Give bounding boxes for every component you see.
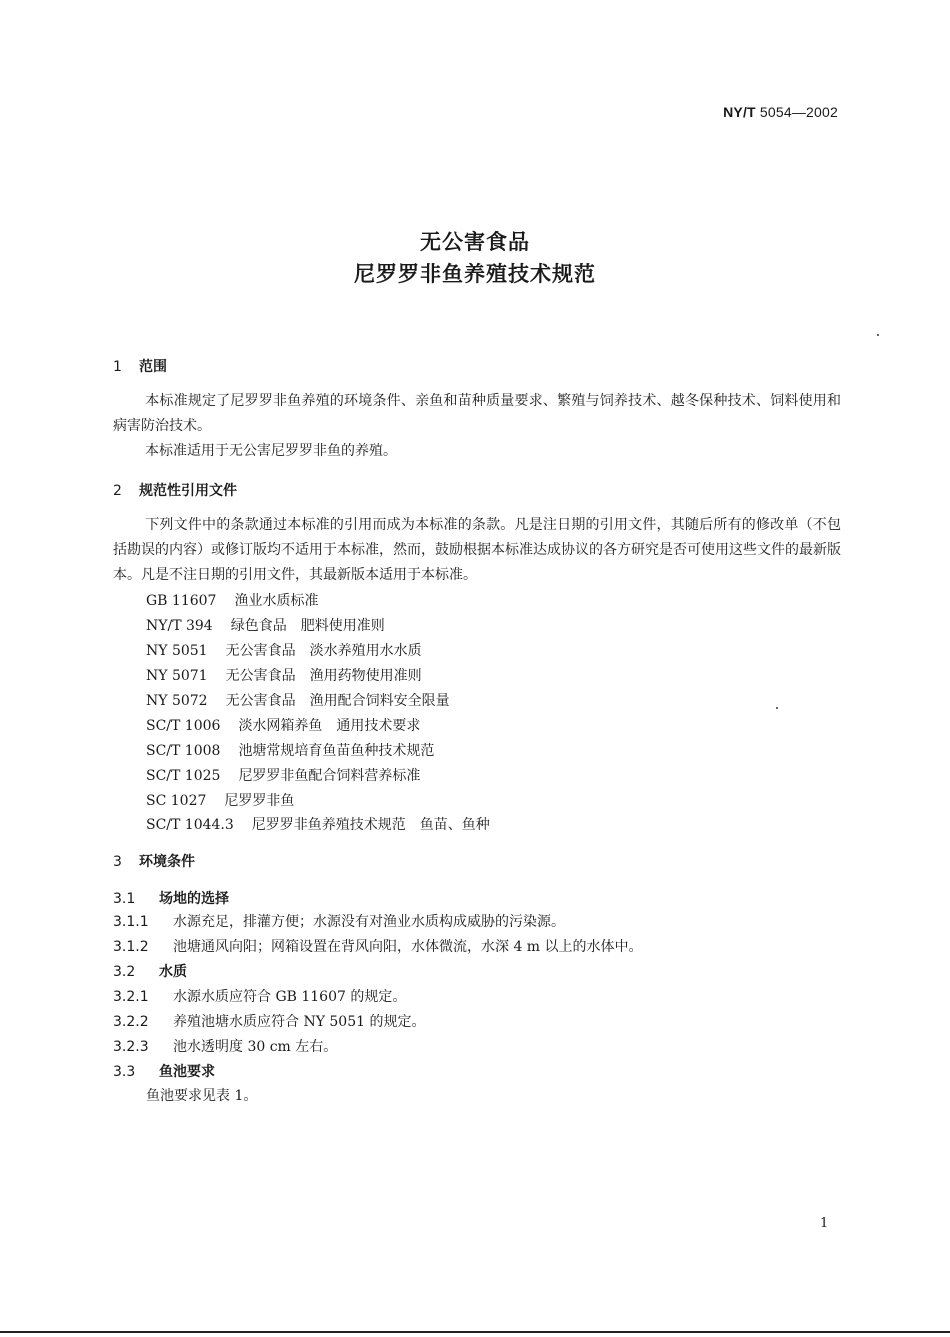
- section-number: 3: [113, 854, 122, 870]
- reference-title: 尼罗罗非鱼配合饲料营养标准: [238, 768, 421, 784]
- subsection-number: 3.1: [113, 891, 136, 907]
- clause-text: 水源充足，排灌方便；水源没有对渔业水质构成威胁的污染源。: [173, 914, 565, 930]
- reference-code: NY 5071: [146, 668, 208, 684]
- clause-3-2-1: [113, 986, 406, 1006]
- paragraph-text: 本标准规定了尼罗罗非鱼养殖的环境条件、亲鱼和苗种质量要求、繁殖与饲养技术、越冬保种技术、饲料使用和病害防治技术。: [113, 393, 841, 434]
- clause-text: 池塘通风向阳；网箱设置在背风向阳，水体微流，水深 4 m 以上的水体中。: [173, 939, 643, 955]
- section-1-heading: [113, 356, 167, 376]
- clause-3-2-2: [113, 1011, 425, 1031]
- reference-code: NY 5051: [146, 643, 208, 659]
- reference-title: 渔业水质标准: [234, 593, 319, 609]
- clause-3-1-1: [113, 911, 565, 931]
- clause-number: 3.1.2: [113, 939, 149, 955]
- reference-code: SC/T 1008: [146, 743, 221, 759]
- subsection-3-3-text: 鱼池要求见表 1。: [146, 1088, 258, 1104]
- section-number: 1: [113, 359, 122, 375]
- reference-code: NY 5072: [146, 693, 208, 709]
- subsection-3-1-heading: [113, 888, 229, 908]
- reference-title: 绿色食品 肥料使用准则: [230, 618, 385, 634]
- section-title: 环境条件: [139, 854, 195, 870]
- scan-bottom-edge: [0, 1331, 950, 1333]
- reference-item: [146, 765, 420, 785]
- page-number: 1: [820, 1216, 829, 1231]
- reference-item: [146, 715, 420, 735]
- reference-title: 无公害食品 淡水养殖用水水质: [225, 643, 422, 659]
- subsection-3-2-heading: [113, 961, 187, 981]
- subsection-title: 鱼池要求: [159, 1064, 215, 1080]
- standard-prefix: NY/T: [723, 104, 756, 120]
- subsection-number: 3.3: [113, 1064, 136, 1080]
- subsection-number: 3.2: [113, 964, 136, 980]
- clause-text: 池水透明度 30 cm 左右。: [173, 1039, 338, 1055]
- reference-code: SC/T 1006: [146, 718, 221, 734]
- reference-item: [146, 690, 450, 710]
- reference-item: [146, 790, 294, 810]
- scan-speck: [877, 334, 879, 336]
- reference-title: 尼罗罗非鱼: [224, 793, 295, 809]
- reference-item: [146, 814, 490, 834]
- reference-item: [146, 615, 385, 635]
- clause-number: 3.1.1: [113, 914, 149, 930]
- standard-number: 5054—2002: [759, 104, 838, 120]
- clause-3-2-3: [113, 1036, 337, 1056]
- section-1-paragraph-1: [113, 389, 841, 439]
- reference-item: [146, 590, 318, 610]
- reference-title: 尼罗罗非鱼养殖技术规范 鱼苗、鱼种: [251, 817, 490, 833]
- clause-text: 水源水质应符合 GB 11607 的规定。: [173, 989, 407, 1005]
- reference-title: 无公害食品 渔用药物使用准则: [225, 668, 422, 684]
- reference-code: NY/T 394: [146, 618, 213, 634]
- paragraph-text: 本标准适用于无公害尼罗罗非鱼的养殖。: [145, 443, 397, 459]
- reference-title: 池塘常规培育鱼苗鱼种技术规范: [238, 743, 435, 759]
- reference-code: SC 1027: [146, 793, 207, 809]
- section-2-heading: [113, 480, 237, 500]
- standard-code: [723, 104, 838, 120]
- reference-item: [146, 740, 434, 760]
- reference-title: 淡水网箱养鱼 通用技术要求: [238, 718, 421, 734]
- clause-number: 3.2.3: [113, 1039, 149, 1055]
- document-title-line2: 尼罗罗非鱼养殖技术规范: [354, 262, 596, 286]
- paragraph-text: 下列文件中的条款通过本标准的引用而成为本标准的条款。凡是注日期的引用文件，其随后所有的修改单（不包括勘误的内容）或修订版均不适用于本标准，然而，鼓励根据本标准达成协议的各方研究是否可使用这些文件的最新版本。凡是不注日期的引用文件，其最新版本适用于本标准。: [113, 517, 841, 583]
- reference-item: [146, 640, 422, 660]
- scan-speck: [776, 707, 778, 709]
- reference-item: [146, 665, 422, 685]
- section-1-paragraph-2: [113, 439, 841, 464]
- section-title: 规范性引用文件: [139, 483, 237, 499]
- clause-number: 3.2.2: [113, 1014, 149, 1030]
- clause-3-1-2: [113, 936, 643, 956]
- section-3-heading: [113, 851, 195, 871]
- subsection-title: 水质: [159, 964, 187, 980]
- section-2-paragraph: [113, 513, 841, 588]
- clause-text: 养殖池塘水质应符合 NY 5051 的规定。: [173, 1014, 426, 1030]
- clause-number: 3.2.1: [113, 989, 149, 1005]
- reference-code: SC/T 1025: [146, 768, 221, 784]
- document-title-line1: 无公害食品: [420, 230, 530, 254]
- reference-title: 无公害食品 渔用配合饲料安全限量: [225, 693, 450, 709]
- subsection-3-3-heading: [113, 1061, 215, 1081]
- section-title: 范围: [139, 359, 167, 375]
- reference-code: GB 11607: [146, 593, 217, 609]
- reference-code: SC/T 1044.3: [146, 817, 234, 833]
- section-number: 2: [113, 483, 122, 499]
- subsection-title: 场地的选择: [159, 891, 229, 907]
